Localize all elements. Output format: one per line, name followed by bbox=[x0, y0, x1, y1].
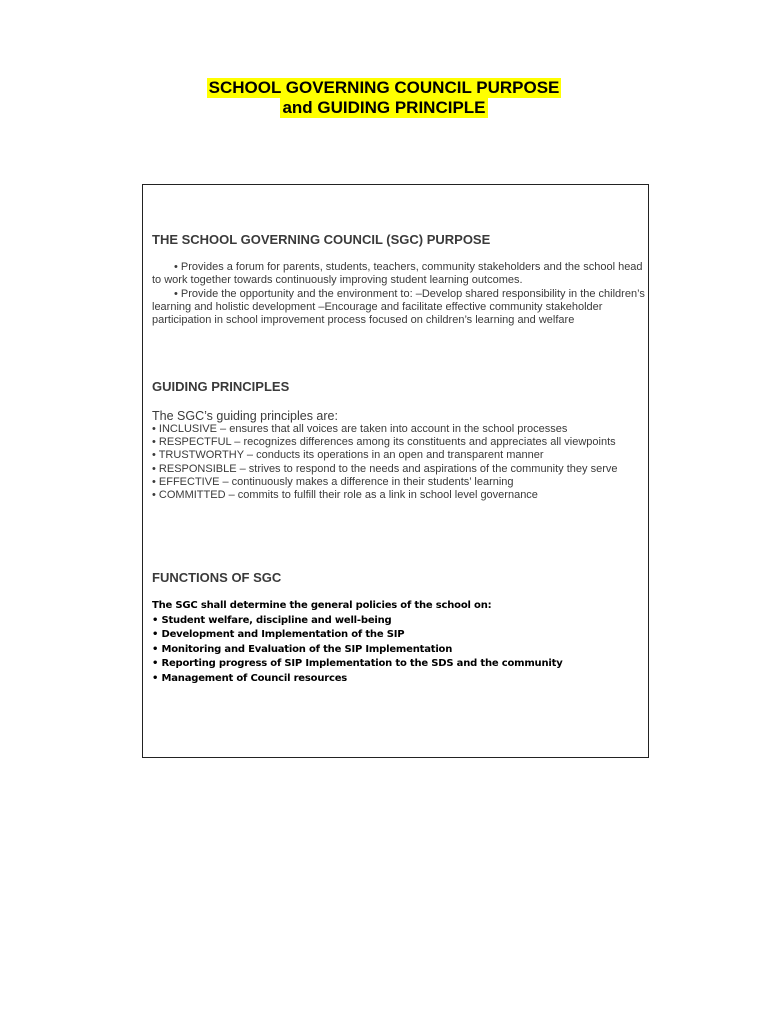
principles-list bbox=[152, 409, 647, 502]
purpose-bullet-1: • Provides a forum for parents, students, teachers, community stakeholders and the school head to work together towards continuously improving student learning outcomes. bbox=[152, 261, 643, 287]
function-item: • Development and Implementation of the SIP bbox=[152, 629, 405, 641]
function-item: • Monitoring and Evaluation of the SIP Implementation bbox=[152, 643, 453, 655]
principle-item: • TRUSTWORTHY – conducts its operations in an open and transparent manner bbox=[152, 449, 544, 462]
principle-item: • EFFECTIVE – continuously makes a difference in their students’ learning bbox=[152, 475, 514, 488]
content-box bbox=[142, 184, 649, 758]
purpose-text bbox=[152, 261, 647, 327]
principle-item: • COMMITTED – commits to fulfill their role as a link in school level governance bbox=[152, 489, 538, 502]
principle-item: • RESPECTFUL – recognizes differences among its constituents and appreciates all viewpoints bbox=[152, 436, 616, 449]
principle-item: • INCLUSIVE – ensures that all voices are taken into account in the school processes bbox=[152, 423, 568, 435]
purpose-bullet-2: • Provide the opportunity and the environment to: –Develop shared responsibility in the children’s learning and holistic development –Encourage and facilitate effective community stakeholder participation in school improvement process focused on children’s learning and welfare bbox=[152, 287, 645, 327]
title-line-2: and GUIDING PRINCIPLE bbox=[282, 98, 486, 117]
functions-heading: FUNCTIONS OF SGC bbox=[152, 570, 282, 585]
functions-intro: The SGC shall determine the general policies of the school on: bbox=[152, 600, 492, 611]
principle-item: • RESPONSIBLE – strives to respond to the needs and aspirations of the community they serve bbox=[152, 462, 618, 475]
function-item: • Management of Council resources bbox=[152, 672, 348, 684]
document-title bbox=[0, 78, 768, 118]
function-item: • Reporting progress of SIP Implementation to the SDS and the community bbox=[152, 658, 563, 670]
functions-list bbox=[152, 599, 647, 687]
title-line-1: SCHOOL GOVERNING COUNCIL PURPOSE bbox=[208, 78, 560, 97]
principles-heading: GUIDING PRINCIPLES bbox=[152, 379, 290, 394]
function-item: • Student welfare, discipline and well-being bbox=[152, 614, 392, 626]
purpose-heading: THE SCHOOL GOVERNING COUNCIL (SGC) PURPOSE bbox=[152, 232, 491, 247]
principles-intro: The SGC’s guiding principles are: bbox=[152, 409, 338, 423]
